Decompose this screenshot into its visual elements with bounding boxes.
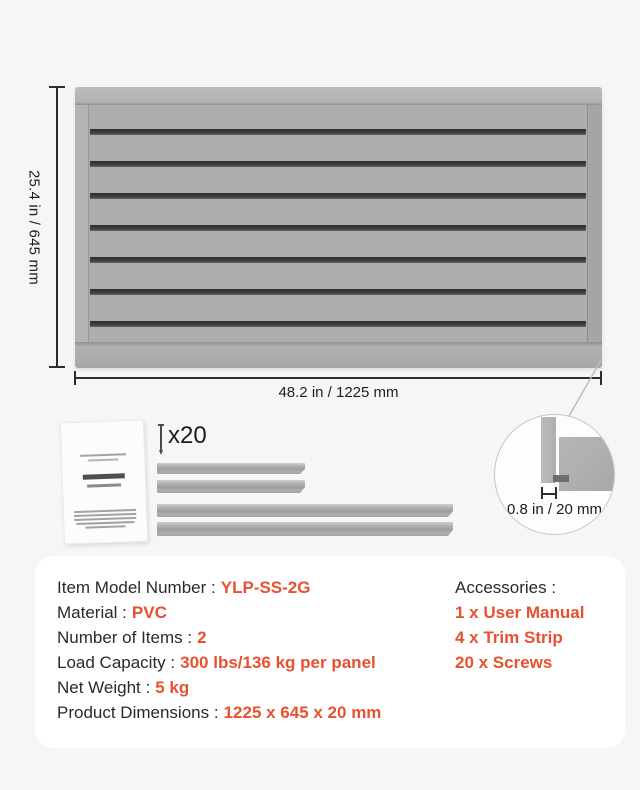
panel-groove [90, 225, 586, 231]
height-dimension-cap-bottom [49, 366, 65, 368]
width-dimension-cap-right [600, 371, 602, 385]
spec-card [35, 556, 625, 748]
spec-label: Product Dimensions : [57, 703, 219, 722]
accessory-item: 4 x Trim Strip [455, 628, 563, 647]
spec-label: Item Model Number : [57, 578, 216, 597]
spec-label: Load Capacity : [57, 653, 176, 672]
panel-left-rail [75, 105, 89, 342]
trim-strip-illustration [157, 480, 305, 493]
spec-value: 1225 x 645 x 20 mm [223, 703, 382, 722]
accessory-item: 20 x Screws [455, 653, 553, 672]
height-dimension-cap-top [49, 86, 65, 88]
screw-icon [157, 424, 165, 456]
spec-row-material [57, 600, 381, 625]
manual-title-line [83, 473, 125, 479]
accessories-heading: Accessories : [455, 578, 557, 597]
thickness-bracket-line [541, 493, 557, 495]
trim-strip-illustration [157, 463, 305, 474]
trim-strip-illustration [157, 522, 453, 536]
panel-edge-profile [541, 417, 556, 483]
screw-tip [159, 450, 163, 455]
screw-shaft [160, 426, 162, 450]
width-dimension-line [75, 377, 602, 379]
screw-count-label: x20 [168, 422, 207, 449]
manual-text-line [76, 521, 134, 525]
spec-value: 5 kg [155, 678, 190, 697]
panel-groove [90, 321, 586, 327]
height-dimension-line [56, 87, 58, 368]
manual-subtitle-line [87, 483, 121, 487]
user-manual-illustration [60, 420, 148, 545]
spec-row-dimensions [57, 700, 381, 725]
spec-value: 2 [197, 628, 207, 647]
spec-label: Net Weight : [57, 678, 151, 697]
spec-row-model [57, 575, 381, 600]
thickness-detail-circle [494, 414, 615, 535]
manual-text-line [86, 525, 126, 528]
manual-text-line [88, 458, 118, 461]
spec-value: PVC [131, 603, 167, 622]
accessory-item: 1 x User Manual [455, 603, 585, 622]
spec-list [57, 575, 381, 725]
panel-groove [90, 193, 586, 199]
panel-groove [90, 257, 586, 263]
width-dimension-cap-left [74, 371, 76, 385]
manual-text-line [80, 453, 126, 457]
spec-row-load-capacity [57, 650, 381, 675]
spec-value: YLP-SS-2G [220, 578, 311, 597]
panel-right-rail [587, 105, 602, 342]
panel-bottom-rail [75, 342, 602, 368]
panel-profile-notch [553, 475, 569, 482]
panel-slat-area [75, 105, 602, 342]
spec-row-item-count [57, 625, 381, 650]
height-dimension-label: 25.4 in / 645 mm [25, 170, 43, 285]
panel-groove [90, 289, 586, 295]
thickness-dimension-label: 0.8 in / 20 mm [506, 501, 603, 518]
width-dimension-label: 48.2 in / 1225 mm [278, 384, 399, 401]
panel-face-profile [559, 437, 615, 491]
trim-strip-illustration [157, 504, 453, 517]
spec-row-net-weight [57, 675, 381, 700]
panel-groove [90, 129, 586, 135]
spec-value: 300 lbs/136 kg per panel [180, 653, 376, 672]
accessories-list [455, 575, 584, 675]
spec-label: Material : [57, 603, 127, 622]
slatwall-panel-illustration [75, 87, 602, 368]
panel-top-rail [75, 87, 602, 105]
panel-groove [90, 161, 586, 167]
spec-label: Number of Items : [57, 628, 193, 647]
